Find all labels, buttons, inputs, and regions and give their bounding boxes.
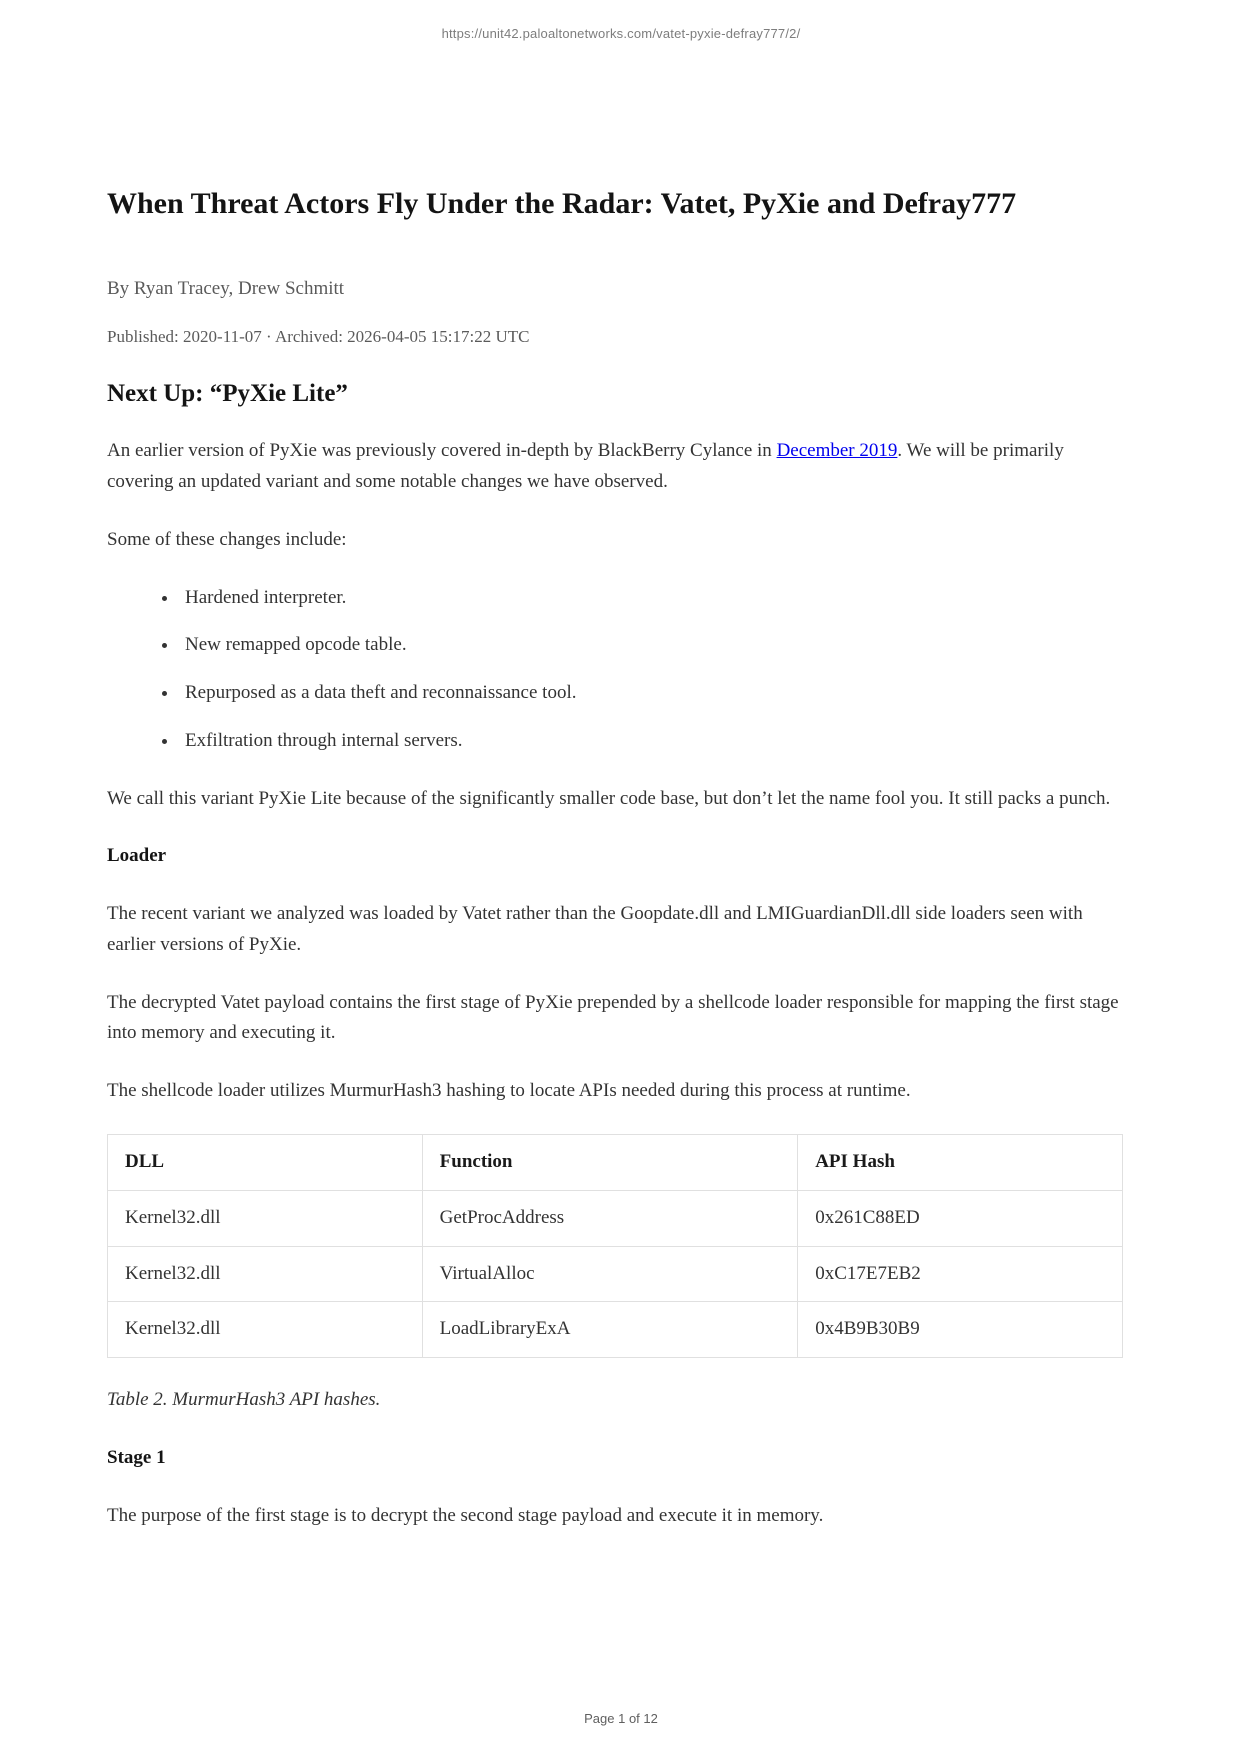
table-cell-hash: 0xC17E7EB2 — [798, 1246, 1123, 1302]
list-item: • Repurposed as a data theft and reconnaissance tool. — [179, 678, 1123, 709]
december-2019-link[interactable]: December 2019 — [776, 440, 898, 462]
table-cell-hash: 0x4B9B30B9 — [798, 1302, 1123, 1358]
paragraph-decrypted-payload: The decrypted Vatet payload contains the first stage of PyXie prepended by a shellcode loader responsible for mapping the first stage into memory and executing it. — [107, 991, 1119, 1044]
print-url-header: https://unit42.paloaltonetworks.com/vatet-pyxie-defray777/2/ — [441, 26, 801, 41]
paragraph-intro-text-before: An earlier version of PyXie was previously covered in-depth by BlackBerry Cylance in — [107, 440, 777, 462]
page-title: When Threat Actors Fly Under the Radar: Vatet, PyXie and Defray777 — [107, 187, 1017, 220]
page-footer: Page 1 of 12 — [584, 1711, 658, 1726]
byline: By Ryan Tracey, Drew Schmitt — [107, 278, 345, 299]
paragraph-changes-intro: Some of these changes include: — [107, 528, 347, 550]
paragraph-loader-variant: The recent variant we analyzed was loaded by Vatet rather than the Goopdate.dll and LMIGuardianDll.dll side loaders seen with earlier versions of PyXie. — [107, 903, 1083, 955]
article-content — [107, 178, 1123, 1558]
paragraph-stage-1-purpose: The purpose of the first stage is to decrypt the second stage payload and execute it in memory. — [107, 1504, 824, 1526]
table-row — [108, 1302, 1123, 1358]
paragraph-intro-text-after: . We will be primarily covering an updated variant and some notable changes we have observed. — [107, 440, 1064, 493]
list-item: • Hardened interpreter. — [179, 583, 1123, 614]
table-header-row — [108, 1135, 1123, 1191]
publish-archive-meta: Published: 2020-11-07 · Archived: 2026-04-05 15:17:22 UTC — [107, 326, 530, 346]
table-cell-dll: Kernel32.dll — [108, 1190, 423, 1246]
table-row — [108, 1190, 1123, 1246]
changes-bullet-list — [107, 583, 1123, 757]
table-caption: Table 2. MurmurHash3 API hashes. — [107, 1389, 381, 1411]
paragraph-intro — [107, 436, 1123, 498]
table-cell-dll: Kernel32.dll — [108, 1302, 423, 1358]
table-header-function: Function — [422, 1135, 798, 1191]
table-cell-function: VirtualAlloc — [422, 1246, 798, 1302]
table-cell-dll: Kernel32.dll — [108, 1246, 423, 1302]
table-row — [108, 1246, 1123, 1302]
paragraph-murmurhash: The shellcode loader utilizes MurmurHash3 hashing to locate APIs needed during this process at runtime. — [107, 1080, 911, 1102]
api-hash-table — [107, 1134, 1123, 1358]
section-heading-pyxie-lite: Next Up: “PyXie Lite” — [107, 379, 348, 407]
paragraph-pyxie-lite-name: We call this variant PyXie Lite because of the significantly smaller code base, but don’t let the name fool you. It still packs a punch. — [107, 787, 1111, 809]
table-cell-hash: 0x261C88ED — [798, 1190, 1123, 1246]
table-cell-function: GetProcAddress — [422, 1190, 798, 1246]
table-header-api-hash: API Hash — [798, 1135, 1123, 1191]
table-header-dll: DLL — [108, 1135, 423, 1191]
list-item: • Exfiltration through internal servers. — [179, 726, 1123, 757]
sub-heading-stage-1: Stage 1 — [107, 1446, 166, 1468]
table-cell-function: LoadLibraryExA — [422, 1302, 798, 1358]
list-item: • New remapped opcode table. — [179, 630, 1123, 661]
sub-heading-loader: Loader — [107, 845, 167, 867]
